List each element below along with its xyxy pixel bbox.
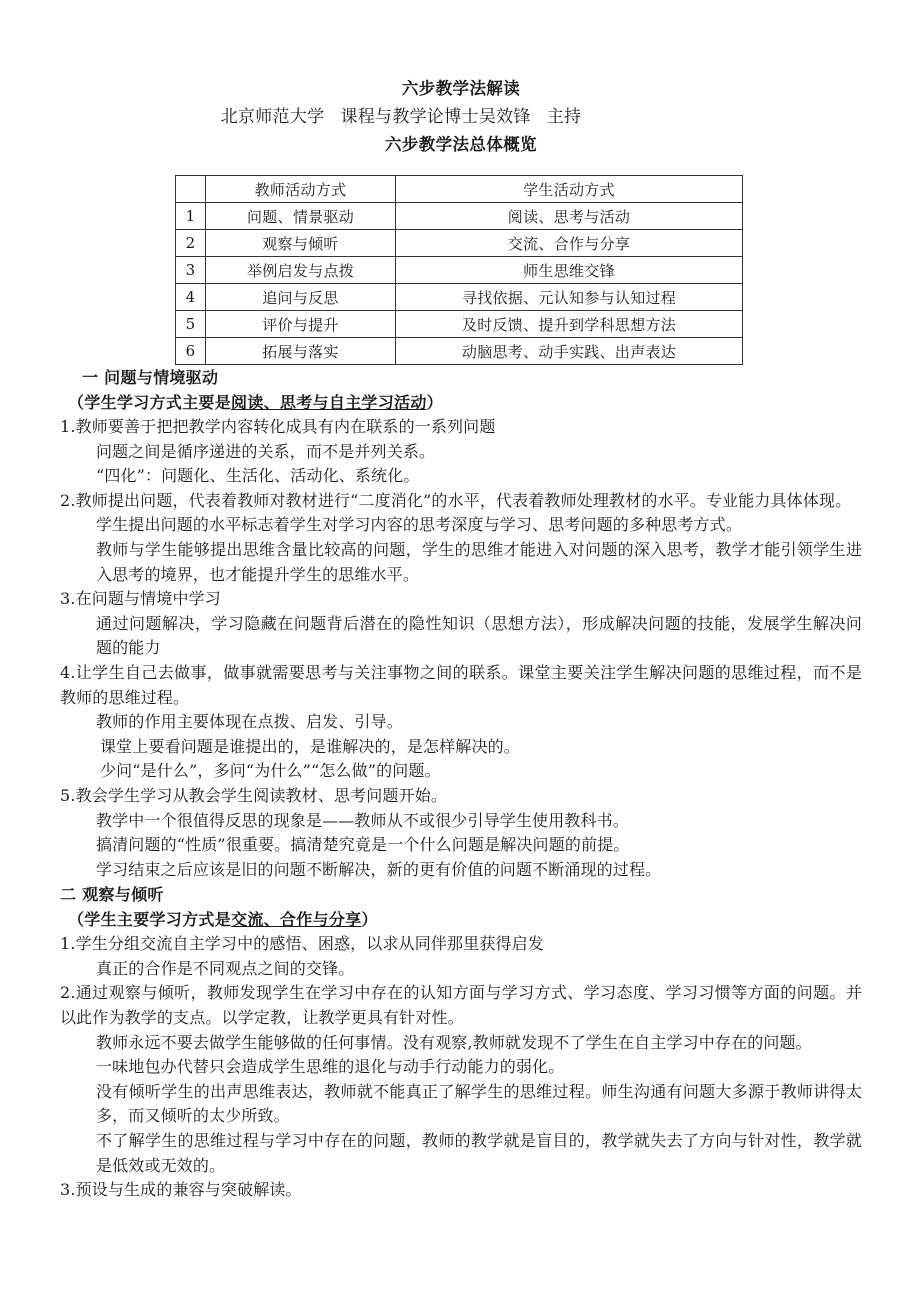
section-two-sub-prefix: （学生主要学习方式是: [68, 910, 232, 930]
paragraph: 1.学生分组交流自主学习中的感悟、困惑，以求从同伴那里获得启发: [60, 934, 544, 954]
table-cell-index: 1: [176, 203, 206, 230]
table-row: [176, 203, 743, 230]
table-row: [176, 284, 743, 311]
byline-author: 课程与教学论博士吴效锋: [340, 107, 531, 127]
byline-role: 主持: [546, 107, 582, 127]
table-cell-student: 及时反馈、提升到学科思想方法: [396, 311, 743, 338]
table-cell-index: 6: [176, 338, 206, 365]
paragraph: 3.预设与生成的兼容与突破解读。: [60, 1180, 302, 1200]
paragraph: 通过问题解决，学习隐藏在问题背后潜在的隐性知识（思想方法），形成解决问题的技能，发展学生解决问题的能力: [96, 613, 862, 658]
section-one-sub-prefix: （学生学习方式主要是: [68, 393, 232, 412]
paragraph: 4.让学生自己去做事，做事就需要思考与关注事物之间的联系。课堂主要关注学生解决问题的思维过程，而不是教师的思维过程。: [60, 662, 862, 707]
table-cell-index: 3: [176, 257, 206, 284]
table-cell-index: 5: [176, 311, 206, 338]
table-header-row: [176, 176, 743, 203]
table-cell-index: 4: [176, 284, 206, 311]
table-row: [176, 230, 743, 257]
table-header-cell-teacher: 教师活动方式: [206, 176, 396, 203]
paragraph: “四化”：问题化、生活化、活动化、系统化。: [96, 466, 420, 486]
paragraph: 2.通过观察与倾听，教师发现学生在学习中存在的认知方面与学习方式、学习态度、学习习惯等方面的问题。并以此作为教学的支点。以学定教，让教学更具有针对性。: [60, 983, 862, 1028]
paragraph: 教学中一个很值得反思的现象是——教师从不或很少引导学生使用教科书。: [96, 810, 629, 830]
section-two-sub-suffix: ）: [361, 910, 378, 930]
table-header-cell-index: [176, 176, 206, 203]
table-cell-student: 交流、合作与分享: [396, 230, 743, 257]
paragraph: 真正的合作是不同观点之间的交锋。: [96, 958, 355, 978]
section-one-sub-underline: 阅读、思考与自主学习活动: [231, 393, 427, 412]
section-two-heading: 二 观察与倾听: [60, 885, 164, 905]
table-cell-teacher: 举例启发与点拨: [206, 257, 396, 284]
table-cell-teacher: 拓展与落实: [206, 338, 396, 365]
paragraph: 1.教师要善于把把教学内容转化成具有内在联系的一系列问题: [60, 417, 496, 436]
table-cell-teacher: 追问与反思: [206, 284, 396, 311]
table-cell-student: 寻找依据、元认知参与认知过程: [396, 284, 743, 311]
section-two-sub-underline: 交流、合作与分享: [231, 910, 362, 930]
table-row: [176, 311, 743, 338]
section-subtitle: 六步教学法总体概览: [384, 135, 538, 154]
paragraph: 一味地包办代替只会造成学生思维的退化与动手行动能力的弱化。: [96, 1057, 565, 1077]
paragraph: 课堂上要看问题是谁提出的，是谁解决的，是怎样解决的。: [100, 736, 520, 756]
overview-table-wrapper: [175, 175, 742, 365]
section-one-heading: 一 问题与情境驱动: [82, 368, 219, 387]
table-cell-student: 阅读、思考与活动: [396, 203, 743, 230]
paragraph: 问题之间是循序递进的关系，而不是并列关系。: [96, 441, 436, 461]
paragraph: 2.教师提出问题，代表着教师对教材进行“二度消化”的水平，代表着教师处理教材的水平。专业能力具体体现。: [60, 490, 852, 510]
table-cell-index: 2: [176, 230, 206, 257]
byline-university: 北京师范大学: [220, 107, 325, 127]
paragraph: 搞清问题的“性质”很重要。搞清楚究竟是一个什么问题是解决问题的前提。: [96, 835, 630, 855]
paragraph: 3.在问题与情境中学习: [60, 589, 221, 609]
overview-table: [175, 175, 743, 365]
paragraph: 教师与学生能够提出思维含量比较高的问题，学生的思维才能进入对问题的深入思考，教学才能引领学生进入思考的境界，也才能提升学生的思维水平。: [96, 539, 862, 584]
table-cell-student: 动脑思考、动手实践、出声表达: [396, 338, 743, 365]
table-row: [176, 257, 743, 284]
table-cell-student: 师生思维交锋: [396, 257, 743, 284]
paragraph: 不了解学生的思维过程与学习中存在的问题，教师的教学就是盲目的，教学就失去了方向与针对性，教学就是低效或无效的。: [96, 1131, 862, 1175]
paragraph: 没有倾听学生的出声思维表达，教师就不能真正了解学生的思维过程。师生沟通有问题大多源于教师讲得太多，而又倾听的太少所致。: [96, 1081, 862, 1126]
table-cell-teacher: 观察与倾听: [206, 230, 396, 257]
paragraph: 教师的作用主要体现在点拨、启发、引导。: [96, 712, 403, 732]
section-one-sub-suffix: ）: [426, 393, 443, 412]
paragraph: 学习结束之后应该是旧的问题不断解决，新的更有价值的问题不断涌现的过程。: [96, 859, 662, 879]
table-row: [176, 338, 743, 365]
paragraph: 少问“是什么”，多问“为什么”“怎么做”的问题。: [100, 761, 441, 781]
section-two-subheading: [60, 907, 862, 932]
page-title: 六步教学法解读: [401, 79, 521, 98]
byline: [60, 102, 862, 132]
table-cell-teacher: 问题、情景驱动: [206, 203, 396, 230]
paragraph: 学生提出问题的水平标志着学生对学习内容的思考深度与学习、思考问题的多种思考方式。: [96, 515, 743, 535]
table-cell-teacher: 评价与提升: [206, 311, 396, 338]
paragraph: 5.教会学生学习从教会学生阅读教材、思考问题开始。: [60, 785, 448, 805]
table-header-cell-student: 学生活动方式: [396, 176, 743, 203]
section-one-subheading: [60, 390, 862, 415]
paragraph: 教师永远不要去做学生能够做的任何事情。没有观察,教师就发现不了学生在自主学习中存在的问题。: [96, 1032, 812, 1052]
